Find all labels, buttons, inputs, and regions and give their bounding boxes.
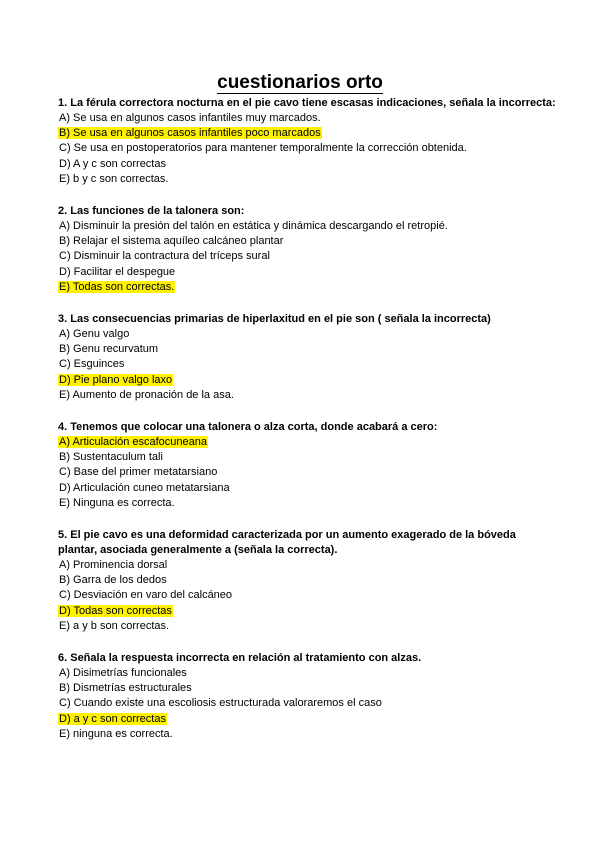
option-text: B) Genu recurvatum	[59, 343, 159, 356]
option-text: D) A y c son correctas	[59, 157, 166, 170]
question-text: 2. Las funciones de la talonera son:	[58, 205, 245, 218]
option-text: C) Cuando existe una escoliosis estructurada valoraremos el caso	[59, 697, 382, 710]
option-text: E) Ninguna es correcta.	[59, 496, 175, 509]
option-d-highlighted	[58, 712, 558, 727]
option-c	[58, 588, 558, 603]
question-list	[58, 96, 558, 742]
question-4	[58, 420, 558, 511]
option-b	[58, 234, 558, 249]
option-text: E) ninguna es correcta.	[59, 727, 173, 740]
option-text: E) Aumento de pronación de la asa.	[59, 388, 234, 401]
page-title-text: cuestionarios orto	[217, 72, 383, 93]
option-text: B) Garra de los dedos	[59, 574, 167, 587]
question-1	[58, 96, 558, 187]
option-b	[58, 450, 558, 465]
option-text: C) Base del primer metatarsiano	[59, 466, 218, 479]
option-c	[58, 141, 558, 156]
option-a	[58, 111, 558, 126]
option-d	[58, 157, 558, 172]
option-a	[58, 219, 558, 234]
option-b	[58, 573, 558, 588]
option-d-highlighted	[58, 604, 558, 619]
option-text: A) Genu valgo	[59, 328, 130, 341]
option-text: D) Facilitar el despegue	[59, 265, 176, 278]
option-text: A) Articulación escafocuneana	[59, 436, 207, 449]
question-2	[58, 204, 558, 295]
option-c	[58, 357, 558, 372]
question-text: 3. Las consecuencias primarias de hiperlaxitud en el pie son ( señala la incorrecta)	[58, 313, 491, 326]
option-b	[58, 681, 558, 696]
option-e	[58, 496, 558, 511]
option-c	[58, 249, 558, 264]
option-e	[58, 388, 558, 403]
option-a	[58, 666, 558, 681]
option-text: E) Todas son correctas.	[59, 280, 175, 293]
option-b	[58, 342, 558, 357]
option-text: B) Sustentaculum tali	[59, 451, 163, 464]
option-a	[58, 558, 558, 573]
option-d-highlighted	[58, 373, 558, 388]
option-a-highlighted	[58, 435, 558, 450]
option-text: A) Prominencia dorsal	[59, 559, 168, 572]
question-3	[58, 312, 558, 403]
option-text: C) Se usa en postoperatorios para mantener temporalmente la corrección obtenida.	[59, 142, 467, 155]
question-6	[58, 651, 558, 742]
question-text: 6. Señala la respuesta incorrecta en relación al tratamiento con alzas.	[58, 652, 422, 665]
option-e-highlighted	[58, 280, 558, 295]
option-e	[58, 727, 558, 742]
option-text: D) Pie plano valgo laxo	[59, 373, 173, 386]
option-text: E) a y b son correctas.	[59, 619, 170, 632]
option-e	[58, 172, 558, 187]
option-c	[58, 696, 558, 711]
option-text: B) Dismetrías estructurales	[59, 682, 192, 695]
option-d	[58, 481, 558, 496]
question-text: 1. La férula correctora nocturna en el pie cavo tiene escasas indicaciones, señala la incorrecta:	[58, 97, 556, 109]
option-d	[58, 265, 558, 280]
option-text: C) Disminuir la contractura del tríceps sural	[59, 250, 270, 263]
option-a	[58, 327, 558, 342]
option-text: E) b y c son correctas.	[59, 172, 169, 185]
option-text: C) Desviación en varo del calcáneo	[59, 589, 233, 602]
question-text: 4. Tenemos que colocar una talonera o alza corta, donde acabará a cero:	[58, 421, 438, 434]
option-text: B) Relajar el sistema aquíleo calcáneo plantar	[59, 235, 284, 248]
question-5	[58, 528, 558, 634]
option-text: A) Disminuir la presión del talón en estática y dinámica descargando el retropié.	[59, 220, 448, 233]
option-text: D) Articulación cuneo metatarsiana	[59, 481, 230, 494]
option-text: D) a y c son correctas	[59, 712, 166, 725]
option-c	[58, 465, 558, 480]
option-text: A) Disimetrías funcionales	[59, 667, 187, 680]
option-e	[58, 619, 558, 634]
option-text: A) Se usa en algunos casos infantiles muy marcados.	[59, 112, 321, 124]
question-text: 5. El pie cavo es una deformidad caracterizada por un aumento exagerado de la bóveda plantar, asociada generalmente a (señala la correcta).	[58, 529, 516, 557]
option-text: D) Todas son correctas	[59, 604, 172, 617]
option-text: B) Se usa en algunos casos infantiles poco marcados	[59, 127, 321, 140]
page-title	[0, 72, 600, 94]
option-b-highlighted	[58, 126, 558, 141]
option-text: C) Esguinces	[59, 358, 125, 371]
